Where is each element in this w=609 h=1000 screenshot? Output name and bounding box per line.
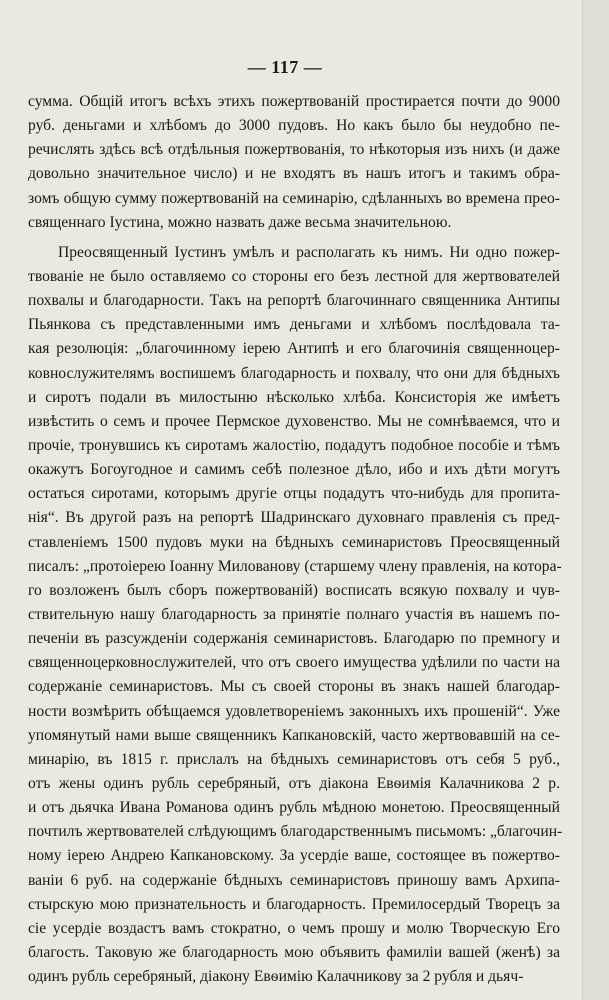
text-line: ствительную нашу благодарность за принятіе полнаго участія въ нашемъ по-: [28, 605, 560, 623]
text-line: ному іерею Андрею Капкановскому. За усердіе ваше, состоящее въ пожертво-: [28, 847, 560, 865]
body-text: [28, 90, 563, 989]
text-line: ваніи 6 руб. на содержаніе бѣдныхъ семинаристовъ приношу вамъ Архипа-: [28, 871, 560, 889]
text-line: твованіе не было оставляемо со стороны его безъ лестной для жертвователей: [28, 267, 560, 285]
text-line: речислять здѣсь всѣ отдѣльныя пожертвованія, то нѣкоторыя изъ нихъ (и даже: [28, 141, 560, 159]
text-line: минарію, въ 1815 г. прислалъ на бѣдныхъ семинаристовъ отъ себя 5 руб.,: [28, 750, 560, 768]
page-edge-shadow: [582, 0, 609, 1000]
text-line: прочіе, тронувшись къ сиротамъ жалостію, подадутъ подобное пособіе и тѣмъ: [28, 436, 560, 454]
text-line: нія“. Въ другой разъ на репортѣ Шадринскаго духовнаго правленія съ пред-: [28, 509, 560, 527]
text-line: священнаго Іустина, можно назвать даже весьма значительною.: [28, 213, 452, 231]
page-number: — 117 —: [247, 57, 323, 77]
text-line: священноцерковнослужителей, что отъ своего имущества удѣлили по части на: [28, 654, 560, 672]
paragraph: [28, 90, 560, 235]
text-line: ковнослужителямъ воспишемъ благодарность и похвалу, что они для бѣдныхъ: [28, 364, 560, 382]
text-line: и сиротъ подали въ милостыню нѣсколько хлѣба. Консисторія же имѣетъ: [28, 388, 560, 406]
text-line: и отъ дьячка Ивана Романова одинъ рубль мѣдною монетою. Преосвященный: [28, 799, 560, 817]
text-line: сіе усердіе воздастъ вамъ стократно, о чемъ прошу и молю Творческую Его: [28, 919, 560, 937]
text-line: окажутъ Богоугодное и самимъ себѣ полезное дѣло, ибо и ихъ дѣти могутъ: [28, 461, 560, 479]
text-line: сумма. Общій итогъ всѣхъ этихъ пожертвованій простирается почти до 9000: [28, 93, 560, 110]
text-line: зомъ общую сумму пожертвованій на семинарію, сдѣланныхъ во времена прео-: [28, 189, 560, 207]
text-line: довольно значительное число) и не входятъ въ нашъ итогъ и такимъ обра-: [28, 165, 560, 183]
text-line: Пьянкова съ представленными имъ деньгами и хлѣбомъ послѣдовала та-: [28, 316, 560, 334]
text-line: почтилъ жертвователей слѣдующимъ благодарственнымъ письмомъ: „благочин-: [28, 823, 563, 841]
text-line: отъ жены одинъ рубль серебряный, отъ діакона Евѳимія Калачникова 2 р.: [28, 774, 560, 792]
text-line: кая резолюція: „благочинному іерею Антипѣ и его благочинія священноцер-: [28, 340, 560, 358]
text-line: упомянутый нами выше священникъ Капкановскій, часто жертвовавшій на се-: [28, 726, 560, 744]
text-line: содержаніе семинаристовъ. Мы съ своей стороны въ знакъ нашей благодар-: [28, 678, 560, 696]
text-line: похвалы и благодарности. Такъ на репортѣ благочиннаго священника Антипы: [28, 292, 560, 310]
text-line: ставленіемъ 1500 пудовъ муки на бѣдныхъ семинаристовъ Преосвященный: [28, 533, 560, 551]
text-line: го возложенъ былъ сборъ пожертвованій) восписать всякую похвалу и чув-: [28, 581, 560, 599]
text-line: одинъ рубль серебряный, діакону Евѳимію Калачникову за 2 рубля и дьяч-: [28, 968, 524, 986]
text-line: руб. деньгами и хлѣбомъ до 3000 пудовъ. Но какъ было бы неудобно пе-: [28, 117, 560, 135]
text-line: писалъ: „протоіерею Іоанну Милованову (старшему члену правленія, на которa-: [28, 557, 562, 575]
text-line: ности возмѣрить обѣщаемся удовлетвореніемъ законныхъ ихъ прошеній“. Уже: [28, 702, 560, 720]
text-line: Преосвященный Іустинъ умѣлъ и располагать къ нимъ. Ни одно пожер-: [58, 243, 560, 261]
text-line: остаться сиротами, которымъ другіе отцы подадутъ что-нибудь для пропита-: [28, 485, 560, 503]
text-line: благость. Таковую же благодарность мою объявить фамиліи вашей (женѣ) за: [28, 943, 560, 961]
text-line: извѣстить о семъ и прочее Пермское духовенство. Мы не сомнѣваемся, что и: [28, 412, 560, 430]
text-line: печеніи въ разсужденіи содержанія семинаристовъ. Благодарю по премногу и: [28, 630, 560, 648]
paragraph: [28, 241, 563, 989]
text-line: стырскую мою признательность и благодарность. Премилосердый Творецъ за: [28, 895, 560, 913]
